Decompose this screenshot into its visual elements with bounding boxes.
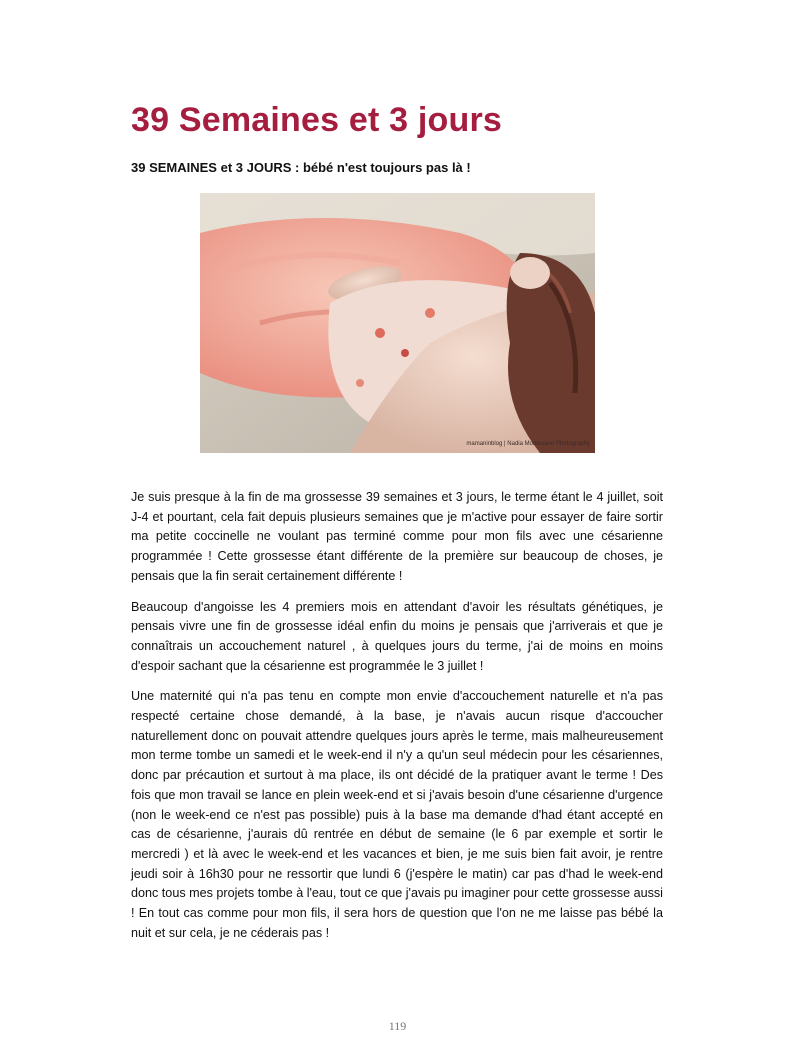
page-subtitle: 39 SEMAINES et 3 JOURS : bébé n'est toujours pas là ! bbox=[131, 160, 471, 175]
page-number: 119 bbox=[388, 1019, 407, 1033]
photo-illustration bbox=[200, 193, 595, 453]
article-body bbox=[131, 488, 663, 954]
paragraph: Beaucoup d'angoisse les 4 premiers mois en attendant d'avoir les résultats génétiques, je pensais vivre une fin de grossesse idéal enfin du moins je pensais que j'arriverais et que je connaîtrais un accouchement naturel , à quelques jours du terme, j'ai de moins en moins d'espoir sachant que la césarienne est programmée le 3 juillet ! bbox=[131, 599, 663, 673]
page-title: 39 Semaines et 3 jours bbox=[131, 101, 503, 139]
paragraph: Une maternité qui n'a pas tenu en compte mon envie d'accouchement naturelle et n'a pas respecté certaine chose demandé, à la base, je n'avais aucun risque d'accoucher naturellement donc on pouvait attendre quelques jours après le terme, mais malheureusement mon terme tombe un samedi et le week-end il n'y a qu'un seul médecin pour les césariennes, donc par précaution et surtout à ma place, ils ont décidé de la pratiquer avant le terme ! Des fois que mon travail se lance en plein week-end et si j'avais besoin d'une césarienne d'urgence (non le week-end ce n'est pas possible) puis à la base ma demande d'had étant accepté en cas de césarienne, j'aurais dû rentrée en début de semaine (le 6 par exemple et sortir le mercredi ) et là avec le week-end et les vacances et bien, je me suis bien fait avoir, je rentre jeudi soir à 16h30 pour ne ressortir que lundi 6 (j'espère le matin) car pas d'had le week-end donc tous mes projets tombe à l'eau, tout ce que j'avais pu imaginer pour cette grossesse aussi ! En tout cas comme pour mon fils, il sera hors de question que l'on ne me laisse pas bébé la nuit et sur cela, je ne céderais pas ! bbox=[131, 689, 663, 940]
paragraph: Je suis presque à la fin de ma grossesse 39 semaines et 3 jours, le terme étant le 4 juillet, soit J-4 et pourtant, cela fait depuis plusieurs semaines que je m'active pour essayer de faire sortir ma petite coccinelle ne voulant pas terminé comme pour mon fils avec une césarienne programmée ! Cette grossesse étant différente de la première sur beaucoup de choses, je pensais que la fin serait certainement différente ! bbox=[131, 490, 663, 583]
pregnancy-photo bbox=[200, 193, 595, 453]
photo-watermark: mamaninblog | Nadia Montesano Photography bbox=[466, 441, 590, 447]
